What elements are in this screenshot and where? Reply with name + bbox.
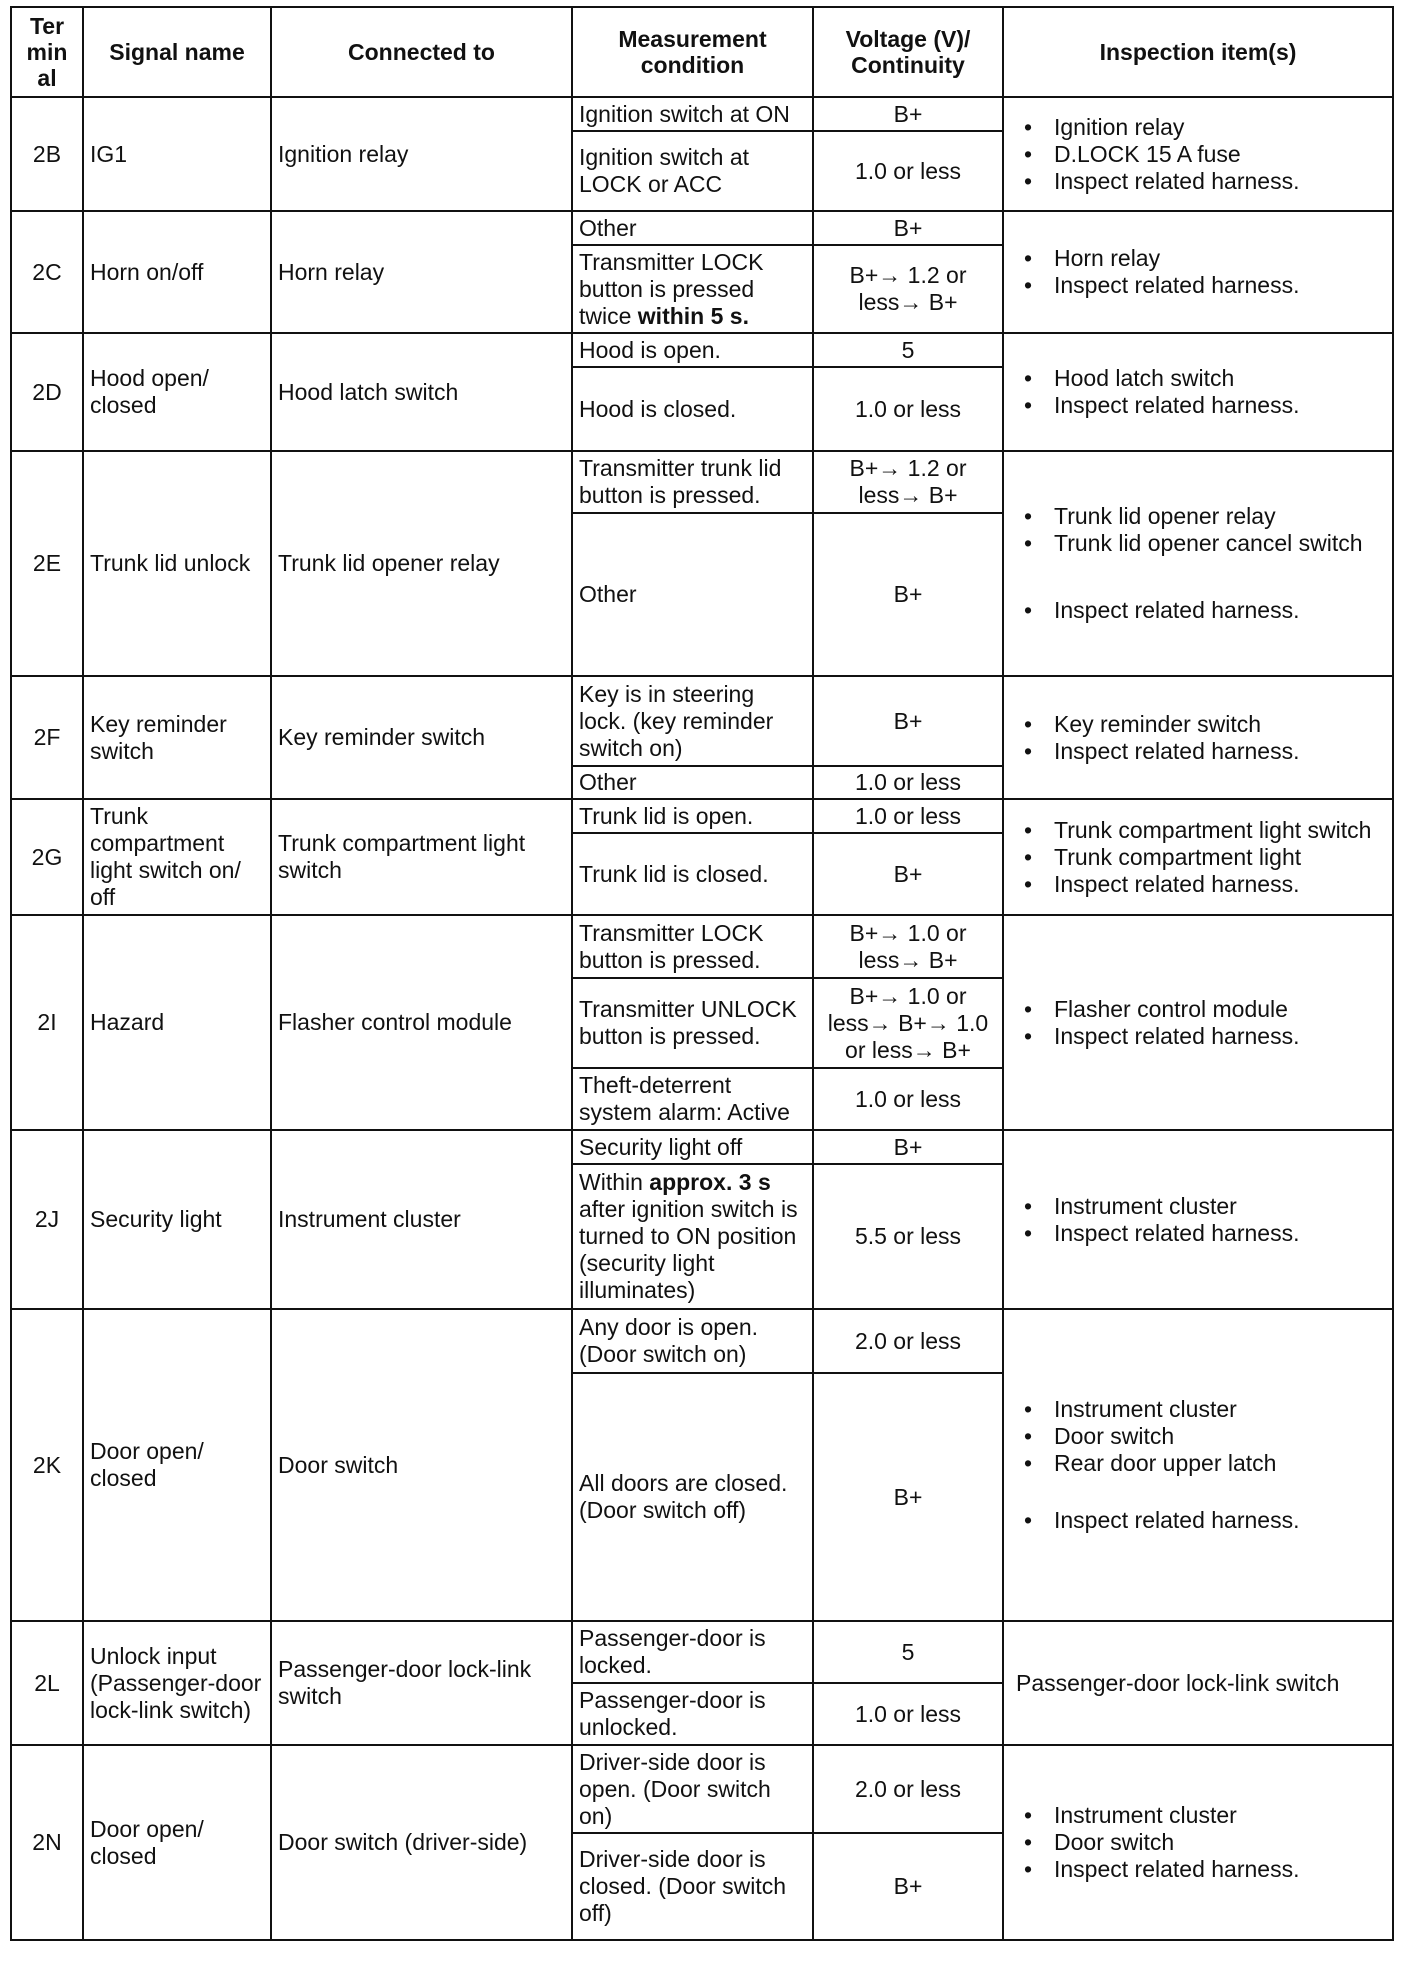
voltage-cell: B+ bbox=[813, 97, 1003, 131]
inspection-cell bbox=[1003, 1745, 1393, 1940]
voltage-cell: B+→ 1.0 or less→ B+→ 1.0 or less→ B+ bbox=[813, 978, 1003, 1068]
table-row bbox=[11, 676, 1393, 766]
terminal-cell: 2K bbox=[11, 1309, 83, 1621]
voltage-cell: B+ bbox=[813, 1373, 1003, 1621]
condition-cell: Passenger-door is unlocked. bbox=[572, 1683, 813, 1745]
condition-cell: Ignition switch at ON bbox=[572, 97, 813, 131]
terminal-cell: 2F bbox=[11, 676, 83, 799]
inspection-cell bbox=[1003, 333, 1393, 451]
voltage-cell: B+ bbox=[813, 1833, 1003, 1940]
voltage-cell: 1.0 or less bbox=[813, 1683, 1003, 1745]
voltage-cell: B+→ 1.0 or less→ B+ bbox=[813, 915, 1003, 978]
inspection-item: • Inspect related harness. bbox=[1024, 1856, 1300, 1882]
terminal-cell: 2J bbox=[11, 1130, 83, 1309]
condition-cell: Transmitter UNLOCK button is pressed. bbox=[572, 978, 813, 1068]
inspection-item: • D.LOCK 15 A fuse bbox=[1024, 140, 1241, 167]
condition-cell: Within approx. 3 s after ignition switch is turned to ON position (security light illuminates) bbox=[572, 1164, 813, 1309]
inspection-item: Passenger-door lock-link switch bbox=[1016, 1669, 1340, 1696]
inspection-item: • Flasher control module bbox=[1024, 995, 1288, 1022]
header-terminal: Ter min al bbox=[11, 7, 83, 97]
inspection-item: • Instrument cluster bbox=[1024, 1192, 1237, 1219]
inspection-item: • Inspect related harness. bbox=[1024, 1507, 1300, 1533]
terminal-inspection-table bbox=[10, 6, 1394, 1941]
connected-to-cell: Passenger-door lock-link switch bbox=[271, 1621, 572, 1745]
inspection-cell bbox=[1003, 211, 1393, 333]
voltage-cell: B+ bbox=[813, 1130, 1003, 1164]
inspection-item: • Key reminder switch bbox=[1024, 710, 1262, 737]
voltage-cell: 2.0 or less bbox=[813, 1309, 1003, 1373]
inspection-item: • Trunk lid opener relay bbox=[1024, 503, 1276, 529]
inspection-item: • Trunk compartment light bbox=[1024, 843, 1302, 870]
inspection-cell bbox=[1003, 451, 1393, 676]
inspection-item: • Hood latch switch bbox=[1024, 365, 1235, 391]
terminal-cell: 2E bbox=[11, 451, 83, 676]
signal-name-cell: Unlock input (Passenger-door lock-link switch) bbox=[83, 1621, 271, 1745]
condition-cell: Hood is open. bbox=[572, 333, 813, 367]
condition-cell: Transmitter LOCK button is pressed. bbox=[572, 915, 813, 978]
inspection-cell bbox=[1003, 915, 1393, 1130]
inspection-cell bbox=[1003, 1309, 1393, 1621]
signal-name-cell: Key reminder switch bbox=[83, 676, 271, 799]
condition-cell: Trunk lid is open. bbox=[572, 799, 813, 833]
connected-to-cell: Trunk lid opener relay bbox=[271, 451, 572, 676]
inspection-item: • Instrument cluster bbox=[1024, 1802, 1237, 1828]
table-row bbox=[11, 799, 1393, 833]
inspection-item: • Rear door upper latch bbox=[1024, 1450, 1277, 1476]
table-row bbox=[11, 333, 1393, 367]
inspection-item: • Inspect related harness. bbox=[1024, 272, 1300, 298]
terminal-cell: 2N bbox=[11, 1745, 83, 1940]
signal-name-cell: Horn on/off bbox=[83, 211, 271, 333]
condition-cell: Other bbox=[572, 766, 813, 799]
inspection-item: • Inspect related harness. bbox=[1024, 737, 1300, 764]
inspection-cell bbox=[1003, 1621, 1393, 1745]
condition-cell: Other bbox=[572, 211, 813, 245]
connected-to-cell: Trunk compartment light switch bbox=[271, 799, 572, 915]
voltage-cell: B+ bbox=[813, 833, 1003, 915]
voltage-cell: B+ bbox=[813, 676, 1003, 766]
voltage-cell: B+→ 1.2 or less→ B+ bbox=[813, 245, 1003, 333]
condition-cell: Ignition switch at LOCK or ACC bbox=[572, 131, 813, 211]
condition-cell: All doors are closed. (Door switch off) bbox=[572, 1373, 813, 1621]
condition-cell: Other bbox=[572, 513, 813, 676]
signal-name-cell: Hood open/ closed bbox=[83, 333, 271, 451]
inspection-item: • Instrument cluster bbox=[1024, 1396, 1237, 1422]
voltage-cell: 5 bbox=[813, 333, 1003, 367]
header-row bbox=[11, 7, 1393, 97]
inspection-cell bbox=[1003, 97, 1393, 211]
header-measurement-condition: Measurement condition bbox=[572, 7, 813, 97]
inspection-item: • Inspect related harness. bbox=[1024, 392, 1300, 418]
inspection-item: • Ignition relay bbox=[1024, 113, 1185, 140]
inspection-item: • Inspect related harness. bbox=[1024, 167, 1300, 194]
connected-to-cell: Horn relay bbox=[271, 211, 572, 333]
voltage-cell: 5.5 or less bbox=[813, 1164, 1003, 1309]
inspection-item: • Inspect related harness. bbox=[1024, 870, 1300, 897]
header-signal-name: Signal name bbox=[83, 7, 271, 97]
terminal-cell: 2D bbox=[11, 333, 83, 451]
condition-cell: Driver-side door is closed. (Door switch off) bbox=[572, 1833, 813, 1940]
inspection-item: • Trunk lid opener cancel switch bbox=[1024, 530, 1363, 556]
header-inspection-items: Inspection item(s) bbox=[1003, 7, 1393, 97]
voltage-cell: B+ bbox=[813, 211, 1003, 245]
table-row bbox=[11, 1621, 1393, 1683]
table-row bbox=[11, 97, 1393, 131]
table-row bbox=[11, 451, 1393, 513]
terminal-cell: 2L bbox=[11, 1621, 83, 1745]
voltage-cell: 1.0 or less bbox=[813, 131, 1003, 211]
signal-name-cell: Trunk lid unlock bbox=[83, 451, 271, 676]
voltage-cell: 1.0 or less bbox=[813, 367, 1003, 451]
terminal-cell: 2C bbox=[11, 211, 83, 333]
table-row bbox=[11, 1309, 1393, 1373]
condition-cell: Passenger-door is locked. bbox=[572, 1621, 813, 1683]
terminal-cell: 2G bbox=[11, 799, 83, 915]
condition-cell: Any door is open. (Door switch on) bbox=[572, 1309, 813, 1373]
connected-to-cell: Door switch bbox=[271, 1309, 572, 1621]
condition-cell: Driver-side door is open. (Door switch on) bbox=[572, 1745, 813, 1833]
voltage-cell: 1.0 or less bbox=[813, 766, 1003, 799]
connected-to-cell: Instrument cluster bbox=[271, 1130, 572, 1309]
table-row bbox=[11, 1130, 1393, 1164]
header-connected-to: Connected to bbox=[271, 7, 572, 97]
inspection-cell bbox=[1003, 676, 1393, 799]
table-row bbox=[11, 211, 1393, 245]
signal-name-cell: Hazard bbox=[83, 915, 271, 1130]
condition-cell: Security light off bbox=[572, 1130, 813, 1164]
voltage-cell: 1.0 or less bbox=[813, 1068, 1003, 1130]
terminal-cell: 2B bbox=[11, 97, 83, 211]
inspection-item: • Horn relay bbox=[1024, 245, 1161, 271]
condition-cell: Hood is closed. bbox=[572, 367, 813, 451]
voltage-cell: 5 bbox=[813, 1621, 1003, 1683]
connected-to-cell: Key reminder switch bbox=[271, 676, 572, 799]
signal-name-cell: Door open/ closed bbox=[83, 1745, 271, 1940]
condition-cell: Transmitter LOCK button is pressed twice within 5 s. bbox=[572, 245, 813, 333]
condition-cell: Theft-deterrent system alarm: Active bbox=[572, 1068, 813, 1130]
voltage-cell: 2.0 or less bbox=[813, 1745, 1003, 1833]
voltage-cell: 1.0 or less bbox=[813, 799, 1003, 833]
terminal-cell: 2I bbox=[11, 915, 83, 1130]
connected-to-cell: Flasher control module bbox=[271, 915, 572, 1130]
signal-name-cell: Door open/ closed bbox=[83, 1309, 271, 1621]
signal-name-cell: Security light bbox=[83, 1130, 271, 1309]
table-row bbox=[11, 1745, 1393, 1833]
inspection-item: • Trunk compartment light switch bbox=[1024, 816, 1372, 843]
voltage-cell: B+→ 1.2 or less→ B+ bbox=[813, 451, 1003, 513]
connected-to-cell: Hood latch switch bbox=[271, 333, 572, 451]
header-voltage-continuity: Voltage (V)/ Continuity bbox=[813, 7, 1003, 97]
condition-cell: Trunk lid is closed. bbox=[572, 833, 813, 915]
inspection-cell bbox=[1003, 1130, 1393, 1309]
table-row bbox=[11, 915, 1393, 978]
connected-to-cell: Door switch (driver-side) bbox=[271, 1745, 572, 1940]
signal-name-cell: IG1 bbox=[83, 97, 271, 211]
inspection-item: • Inspect related harness. bbox=[1024, 1022, 1300, 1049]
inspection-item: • Inspect related harness. bbox=[1024, 597, 1300, 623]
connected-to-cell: Ignition relay bbox=[271, 97, 572, 211]
inspection-item: • Door switch bbox=[1024, 1829, 1175, 1855]
inspection-cell bbox=[1003, 799, 1393, 915]
voltage-cell: B+ bbox=[813, 513, 1003, 676]
signal-name-cell: Trunk compartment light switch on/ off bbox=[83, 799, 271, 915]
condition-cell: Transmitter trunk lid button is pressed. bbox=[572, 451, 813, 513]
condition-cell: Key is in steering lock. (key reminder switch on) bbox=[572, 676, 813, 766]
inspection-item: • Inspect related harness. bbox=[1024, 1219, 1300, 1246]
inspection-item: • Door switch bbox=[1024, 1423, 1175, 1449]
